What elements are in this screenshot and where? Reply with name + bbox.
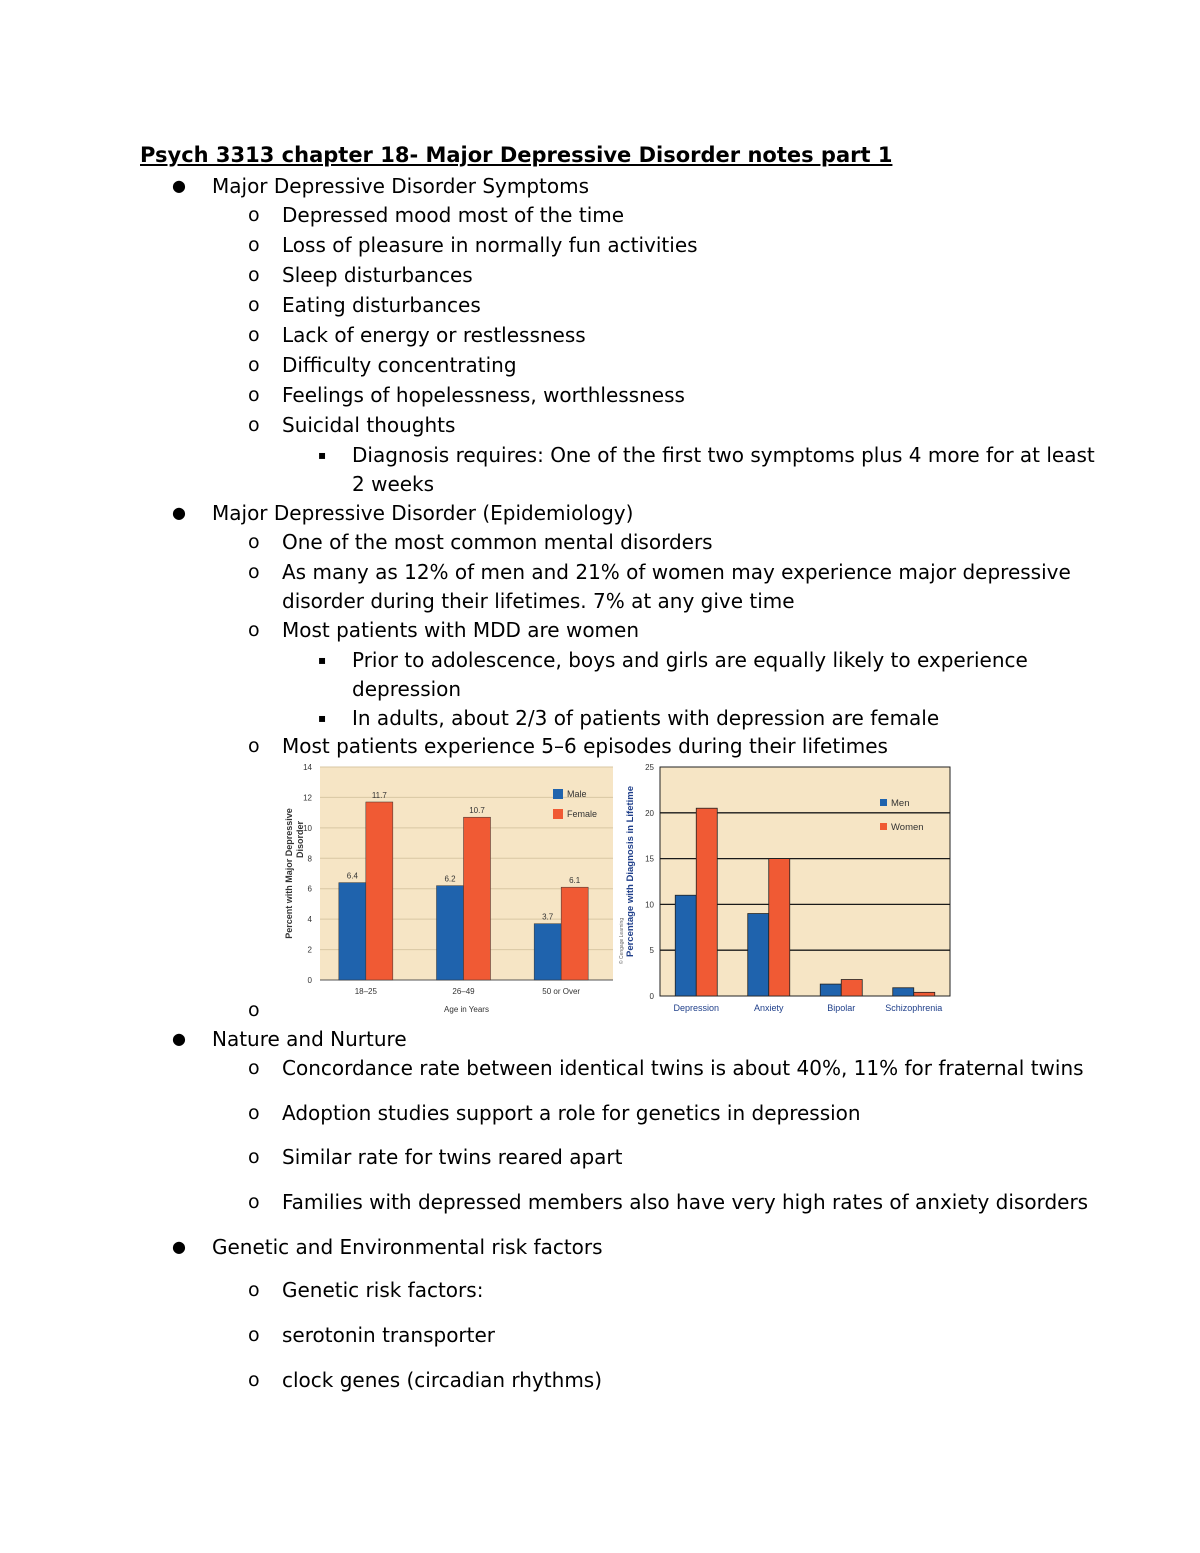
legend-label-women: Women: [891, 822, 924, 833]
x-tick-label: Anxiety: [753, 1003, 784, 1013]
sub-list-item: Diagnosis requires: One of the first two symptoms plus 4 more for at least: [352, 443, 1095, 467]
bullet-marker: o: [248, 324, 260, 346]
legend-swatch-women: [880, 823, 887, 830]
x-tick-label: 50 or Over: [542, 987, 581, 996]
document-title: Psych 3313 chapter 18- Major Depressive Disorder notes part 1: [140, 143, 893, 167]
bullet-marker: ▪: [318, 448, 327, 462]
sub-list-item-continued: depression: [352, 677, 462, 701]
y-tick-label: 14: [303, 763, 312, 772]
x-tick-label: Depression: [673, 1003, 720, 1013]
bullet-marker: o: [248, 204, 260, 226]
bar-women: [696, 808, 717, 996]
legend-swatch-female: [553, 809, 563, 819]
y-tick-label: 8: [307, 854, 312, 864]
bar-value-label: 6.2: [444, 874, 456, 884]
legend-swatch-male: [553, 789, 563, 799]
y-axis-title: Percentage with Diagnosis in Lifetime: [625, 785, 636, 958]
bullet-marker: o: [248, 735, 260, 757]
legend-swatch-men: [880, 799, 887, 806]
list-item: Loss of pleasure in normally fun activities: [282, 233, 698, 257]
list-item: Depressed mood most of the time: [282, 203, 625, 227]
list-item: Concordance rate between identical twins is about 40%, 11% for fraternal twins: [282, 1056, 1084, 1080]
legend-label-men: Men: [891, 798, 910, 809]
legend-label-male: Male: [567, 789, 587, 799]
bullet-marker: o: [248, 384, 260, 406]
x-tick-label: 26–49: [452, 987, 475, 996]
bullet-marker: o: [248, 264, 260, 286]
bar-value-label: 6.1: [569, 876, 581, 886]
list-item: Feelings of hopelessness, worthlessness: [282, 383, 685, 407]
bar-value-label: 6.4: [346, 871, 358, 881]
list-item: Suicidal thoughts: [282, 413, 456, 437]
section-heading-nature: Nature and Nurture: [212, 1027, 407, 1051]
bar-women: [914, 992, 935, 996]
y-tick-label: 10: [303, 823, 312, 833]
section-heading-risk: Genetic and Environmental risk factors: [212, 1235, 603, 1259]
sub-list-item: In adults, about 2/3 of patients with depression are female: [352, 706, 940, 730]
bar-women: [841, 980, 862, 996]
bar-female: [366, 802, 393, 980]
bar-men: [748, 914, 769, 996]
bullet-marker: ●: [172, 176, 186, 195]
section-heading-symptoms: Major Depressive Disorder Symptoms: [212, 174, 590, 198]
bullet-marker: o: [248, 234, 260, 256]
chart-age-depression: [270, 758, 620, 1020]
y-tick-label: 15: [645, 854, 654, 864]
y-tick-label: 6: [307, 884, 312, 894]
bullet-marker: ▪: [318, 711, 327, 725]
y-axis-title-line2: Disorder: [295, 820, 305, 859]
x-axis-title: Age in Years: [444, 1005, 489, 1014]
bullet-marker: o: [248, 531, 260, 553]
list-item: Most patients with MDD are women: [282, 618, 640, 642]
list-item: Adoption studies support a role for genetics in depression: [282, 1101, 861, 1125]
bullet-marker: o: [248, 1146, 260, 1168]
y-tick-label: 0: [649, 992, 654, 1001]
bullet-marker: o: [248, 561, 260, 583]
bullet-marker: o: [248, 354, 260, 376]
y-tick-label: 0: [307, 976, 312, 985]
list-item: Families with depressed members also have very high rates of anxiety disorders: [282, 1190, 1089, 1214]
bullet-marker: o: [248, 294, 260, 316]
list-item: Most patients experience 5–6 episodes during their lifetimes: [282, 734, 888, 758]
bullet-marker: o: [248, 999, 260, 1021]
bar-men: [893, 988, 914, 996]
bar-male: [534, 924, 561, 980]
list-item: One of the most common mental disorders: [282, 530, 713, 554]
sub-list-item: Prior to adolescence, boys and girls are equally likely to experience: [352, 648, 1028, 672]
y-axis-title: Percent with Major Depressive: [284, 808, 294, 939]
list-item: Sleep disturbances: [282, 263, 473, 287]
y-tick-label: 10: [645, 900, 654, 910]
list-item: clock genes (circadian rhythms): [282, 1368, 603, 1392]
bar-women: [769, 859, 790, 996]
section-heading-epidemiology: Major Depressive Disorder (Epidemiology): [212, 501, 634, 525]
y-tick-label: 20: [645, 808, 654, 818]
bullet-marker: ▪: [318, 653, 327, 667]
copyright-credit: © Cengage Learning: [619, 917, 625, 965]
bullet-marker: o: [248, 1057, 260, 1079]
bar-male: [437, 886, 464, 980]
list-item: Similar rate for twins reared apart: [282, 1145, 623, 1169]
x-tick-label: 18–25: [354, 987, 377, 996]
bar-male: [339, 883, 366, 980]
bar-men: [820, 984, 841, 996]
bar-men: [675, 895, 696, 996]
bar-value-label: 10.7: [469, 806, 485, 816]
list-item-continued: disorder during their lifetimes. 7% at any give time: [282, 589, 795, 613]
bullet-marker: o: [248, 1324, 260, 1346]
bar-value-label: 11.7: [371, 790, 387, 800]
bullet-marker: ●: [172, 503, 186, 522]
bullet-marker: o: [248, 1102, 260, 1124]
list-item: Eating disturbances: [282, 293, 481, 317]
bar-female: [464, 817, 491, 980]
chart-lifetime-diagnosis: [620, 760, 955, 1020]
y-tick-label: 12: [303, 793, 312, 803]
list-item: As many as 12% of men and 21% of women may experience major depressive: [282, 560, 1071, 584]
y-tick-label: 25: [645, 763, 654, 772]
sub-list-item-continued: 2 weeks: [352, 472, 435, 496]
bullet-marker: o: [248, 1369, 260, 1391]
list-item: Difficulty concentrating: [282, 353, 517, 377]
legend-label-female: Female: [567, 809, 598, 819]
list-item: Lack of energy or restlessness: [282, 323, 586, 347]
bullet-marker: ●: [172, 1029, 186, 1048]
y-tick-label: 2: [307, 945, 312, 955]
x-tick-label: Bipolar: [827, 1003, 856, 1013]
bullet-marker: ●: [172, 1237, 186, 1256]
bar-value-label: 3.7: [542, 912, 554, 922]
y-tick-label: 5: [649, 946, 654, 956]
bar-female: [561, 887, 588, 980]
list-item: Genetic risk factors:: [282, 1278, 484, 1302]
y-tick-label: 4: [307, 915, 312, 925]
bullet-marker: o: [248, 619, 260, 641]
bullet-marker: o: [248, 414, 260, 436]
bullet-marker: o: [248, 1279, 260, 1301]
x-tick-label: Schizophrenia: [885, 1003, 943, 1013]
bullet-marker: o: [248, 1191, 260, 1213]
list-item: serotonin transporter: [282, 1323, 496, 1347]
